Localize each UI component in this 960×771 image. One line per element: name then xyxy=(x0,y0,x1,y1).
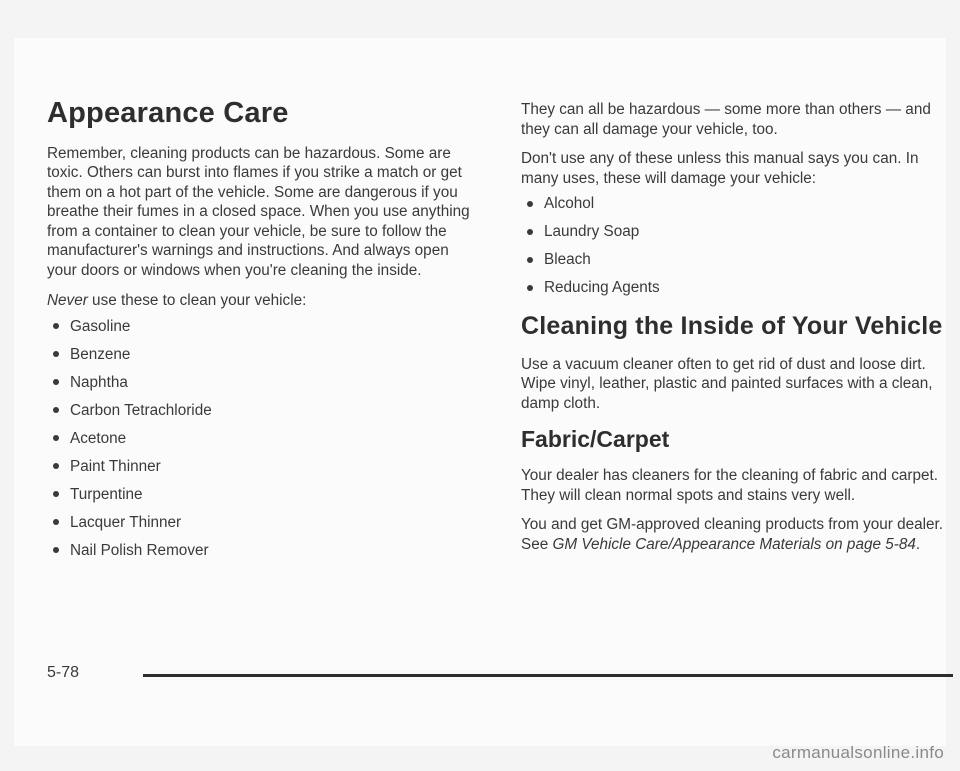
left-column xyxy=(47,98,472,569)
list-item: Gasoline xyxy=(47,317,472,336)
list-item: Benzene xyxy=(47,345,472,364)
section-heading-cleaning-inside: Cleaning the Inside of Your Vehicle xyxy=(521,312,943,340)
bullet-icon xyxy=(53,323,59,329)
dealer-cleaners-paragraph: Your dealer has cleaners for the cleaning of fabric and carpet. They will clean normal spots and stains very well. xyxy=(521,467,938,504)
footer-rule xyxy=(143,674,953,677)
intro-paragraph: Remember, cleaning products can be hazardous. Some are toxic. Others can burst into flames if you strike a match or get them on a hot part of the vehicle. Some are dangerous if you breathe their fumes in a closed space. When you use anything from a container to clean your vehicle, be sure to follow the manufacturer's warnings and instructions. And always open your doors or windows when you're cleaning the inside. xyxy=(47,144,470,279)
bullet-icon xyxy=(53,351,59,357)
vacuum-paragraph: Use a vacuum cleaner often to get rid of dust and loose dirt. Wipe vinyl, leather, plastic and painted surfaces with a clean, damp cloth. xyxy=(521,355,933,412)
cross-reference-link[interactable]: GM Vehicle Care/Appearance Materials on page 5-84 xyxy=(552,535,916,553)
hazard-paragraph: They can all be hazardous — some more than others — and they can all damage your vehicle, too. xyxy=(521,101,931,138)
bullet-icon xyxy=(527,201,533,207)
bullet-icon xyxy=(53,463,59,469)
list-item: Paint Thinner xyxy=(47,457,472,476)
list-item: Naphtha xyxy=(47,373,472,392)
list-item: Bleach xyxy=(521,250,946,269)
list-item: Lacquer Thinner xyxy=(47,513,472,532)
bullet-icon xyxy=(53,547,59,553)
harmful-products-list xyxy=(47,317,472,560)
bullet-icon xyxy=(527,257,533,263)
bullet-icon xyxy=(53,519,59,525)
right-column xyxy=(521,98,946,554)
list-item: Nail Polish Remover xyxy=(47,541,472,560)
gm-products-paragraph: You and get GM-approved cleaning products from your dealer. See GM Vehicle Care/Appearance Materials on page 5-84. xyxy=(521,516,944,553)
never-use-line xyxy=(47,291,472,311)
damaging-products-list xyxy=(521,194,946,297)
bullet-icon xyxy=(527,285,533,291)
watermark-text: carmanualsonline.info xyxy=(772,743,944,762)
section-heading-appearance-care: Appearance Care xyxy=(47,97,289,129)
page-number: 5-78 xyxy=(47,664,80,681)
never-word: Never xyxy=(47,292,88,310)
list-item: Alcohol xyxy=(521,194,946,213)
never-line-rest: use these to clean your vehicle: xyxy=(87,292,307,310)
list-item: Carbon Tetrachloride xyxy=(47,401,472,420)
page-footer xyxy=(47,664,927,688)
bullet-icon xyxy=(53,491,59,497)
list-item: Acetone xyxy=(47,429,472,448)
list-item: Reducing Agents xyxy=(521,278,946,297)
dont-use-paragraph: Don't use any of these unless this manual says you can. In many uses, these will damage your vehicle: xyxy=(521,150,919,187)
bullet-icon xyxy=(53,435,59,441)
bullet-icon xyxy=(53,379,59,385)
list-item: Turpentine xyxy=(47,485,472,504)
manual-page xyxy=(14,38,946,746)
subheading-fabric-carpet: Fabric/Carpet xyxy=(521,426,670,452)
list-item: Laundry Soap xyxy=(521,222,946,241)
bullet-icon xyxy=(527,229,533,235)
bullet-icon xyxy=(53,407,59,413)
